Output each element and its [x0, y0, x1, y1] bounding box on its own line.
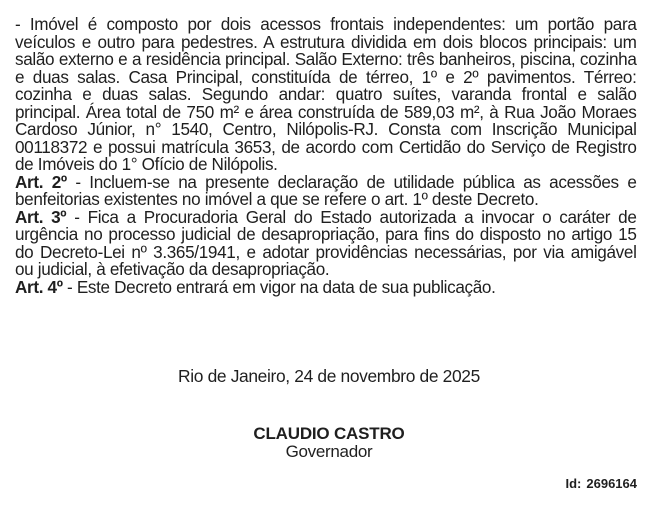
article-4	[15, 276, 637, 297]
signatory-role: Governador	[285, 442, 373, 461]
document-id	[565, 476, 637, 491]
document-body	[15, 16, 637, 296]
property-description: - Imóvel é composto por dois acessos frontais independentes: um portão para veículos e outro para pedestres. A estrutura dividida em dois blocos principais: um salão externo e a residência principal. Salão Externo: três banheiros, piscina, cozinha e duas salas. Casa Principal, constituída de térreo, 1º e 2º pavimentos. Térreo: cozinha e duas salas. Segundo andar: quatro suítes, varanda frontal e salão principal. Área total de 750 m² e área construída de 589,03 m², à Rua João Moraes Cardoso Júnior, n° 1540, Centro, Nilópolis-RJ. Consta com Inscrição Municipal 00118372 e possui matrícula 3653, de acordo com Certidão do Serviço de Registro de Imóveis do 1° Ofício de Nilópolis.	[15, 14, 637, 174]
article-3	[15, 206, 637, 279]
document-id-label: Id:	[565, 476, 582, 491]
article-4-text: - Este Decreto entrará em vigor na data de sua publicação.	[62, 276, 496, 297]
article-2-text: - Incluem-se na presente declaração de utilidade pública as acessões e benfeitorias existentes no imóvel a que se refere o art. 1º deste Decreto.	[15, 171, 637, 209]
article-2	[15, 171, 637, 209]
article-3-text: - Fica a Procuradoria Geral do Estado autorizada a invocar o caráter de urgência no processo judicial de desapropriação, para fins do disposto no artigo 15 do Decreto-Lei nº 3.365/1941, e adotar providências necessárias, por via amigável ou judicial, à efetivação da desapropriação.	[15, 206, 637, 279]
signatory-name: CLAUDIO CASTRO	[253, 424, 405, 443]
article-3-label: Art. 3º	[15, 206, 67, 227]
article-4-label: Art. 4º	[15, 276, 63, 297]
document-id-value: 2696164	[586, 476, 637, 491]
place-and-date: Rio de Janeiro, 24 de novembro de 2025	[178, 366, 480, 386]
decree-text	[15, 16, 637, 296]
article-2-label: Art. 2º	[15, 171, 67, 192]
